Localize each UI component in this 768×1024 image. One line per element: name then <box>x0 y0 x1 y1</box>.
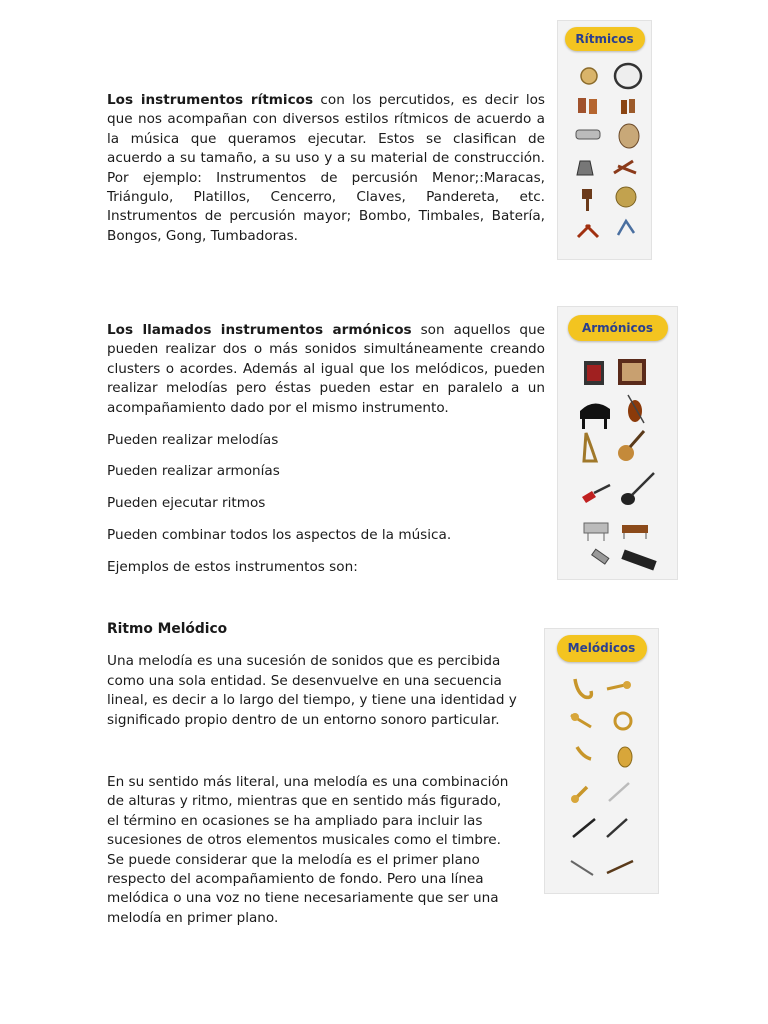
snare-drum-icon <box>576 130 600 139</box>
armonicos-line: Pueden ejecutar ritmos <box>107 495 266 512</box>
accordion-icon <box>618 359 646 385</box>
ritmicos-panel <box>557 20 652 260</box>
melodico-heading: Ritmo Melódico <box>107 621 228 637</box>
ritmicos-paragraph <box>107 91 545 246</box>
armonicos-line: Pueden combinar todos los aspectos de la música. <box>107 527 452 544</box>
flute-icon <box>609 783 629 801</box>
ritmicos-section <box>107 91 545 246</box>
armonicos-lead: Los llamados instrumentos armónicos <box>107 322 412 338</box>
bassoon-icon <box>607 861 633 873</box>
armonicos-panel <box>557 306 678 580</box>
triangle-icon <box>618 221 634 235</box>
keyboard-icon <box>621 549 656 570</box>
piano-icon <box>580 403 610 429</box>
maraca-pair-icon <box>578 225 598 237</box>
bongos-icon <box>578 98 597 114</box>
tuba-icon <box>618 747 632 767</box>
electric-guitar-icon <box>582 485 610 503</box>
cornet-icon <box>571 787 587 803</box>
armonicos-section <box>107 321 545 590</box>
cowbell-icon <box>577 161 593 175</box>
conga-icon <box>621 99 635 114</box>
armonicos-line: Ejemplos de estos instrumentos son: <box>107 559 358 576</box>
ritmicos-body: con los percutidos, es decir los que nos acompañan con diversos estilos rítmicos de acuerdo a la música que queramos ejecutar. Estos se clasifican de acuerdo a su tamaño, a su uso y a su material de construcción. Por ejemplo: Instrumentos de percusión Menor;:Maracas, Triángulo, Platillos, Cencerro, Claves, Pandereta, etc. Instrumentos de percusión mayor; Bombo, Timbales, Batería, Bongos, Gong, Tumbadoras. <box>107 92 545 244</box>
ritmicos-icons <box>558 21 651 259</box>
oboe-icon <box>607 819 627 837</box>
melodicos-icons <box>545 629 658 893</box>
bass-guitar-icon <box>621 473 654 505</box>
guitar-icon <box>618 431 644 461</box>
violin-icon <box>628 395 644 423</box>
trombone-icon <box>571 713 591 727</box>
melodico-paragraph-1: Una melodía es una sucesión de sonidos que es percibida como una sola entidad. Se desenvuelve en una secuencia lineal, es decir a lo largo del tiempo, y tiene una identidad y significado propio dentro de un entorno sonoro particular. <box>107 653 517 728</box>
melodicos-panel <box>544 628 659 894</box>
harp-icon <box>584 433 596 461</box>
bandoneon-icon <box>584 361 604 385</box>
claves-icon <box>614 161 636 173</box>
armonicos-icons <box>558 307 677 579</box>
french-horn-icon <box>615 713 631 729</box>
timbal-icon <box>619 124 639 148</box>
xylophone-icon <box>584 523 608 541</box>
ritmicos-label: Rítmicos <box>565 27 645 51</box>
melodico-section <box>107 620 517 928</box>
gong-icon <box>616 187 636 207</box>
ritmicos-lead: Los instrumentos rítmicos <box>107 92 314 108</box>
bass-drum-icon <box>615 64 641 88</box>
piccolo-icon <box>571 861 593 875</box>
maracas-icon <box>582 189 592 211</box>
melodico-paragraph-2: En su sentido más literal, una melodía es una combinación de alturas y ritmo, mientras que en sentido más figurado, el término en ocasiones se ha ampliado para incluir las sucesiones de otros elementos musicales como el timbre. Se puede considerar que la melodía es el primer plano respecto del acompañamiento de fondo. Pero una línea melódica o una voz no tiene necesariamente que ser una melodía en primer plano. <box>107 774 509 926</box>
clarinet-icon <box>573 819 595 837</box>
marimba-icon <box>622 525 648 539</box>
harmonica-icon <box>592 549 609 564</box>
alto-sax-icon <box>577 747 591 759</box>
armonicos-paragraph <box>107 321 545 418</box>
trumpet-icon <box>607 681 631 689</box>
armonicos-line: Pueden realizar melodías <box>107 431 279 448</box>
armonicos-body: son aquellos que pueden realizar dos o más sonidos simultáneamente creando clusters o acordes. Además al igual que los melódicos, pueden realizar melodías pero éstas pueden estar en paralelo a un acompañamiento dado por el mismo instrumento. <box>107 322 545 416</box>
melodicos-label: Melódicos <box>557 635 647 662</box>
saxophone-icon <box>575 679 591 697</box>
armonicos-line: Pueden realizar armonías <box>107 463 280 480</box>
armonicos-label: Armónicos <box>568 315 668 341</box>
tambourine-icon <box>581 68 597 84</box>
